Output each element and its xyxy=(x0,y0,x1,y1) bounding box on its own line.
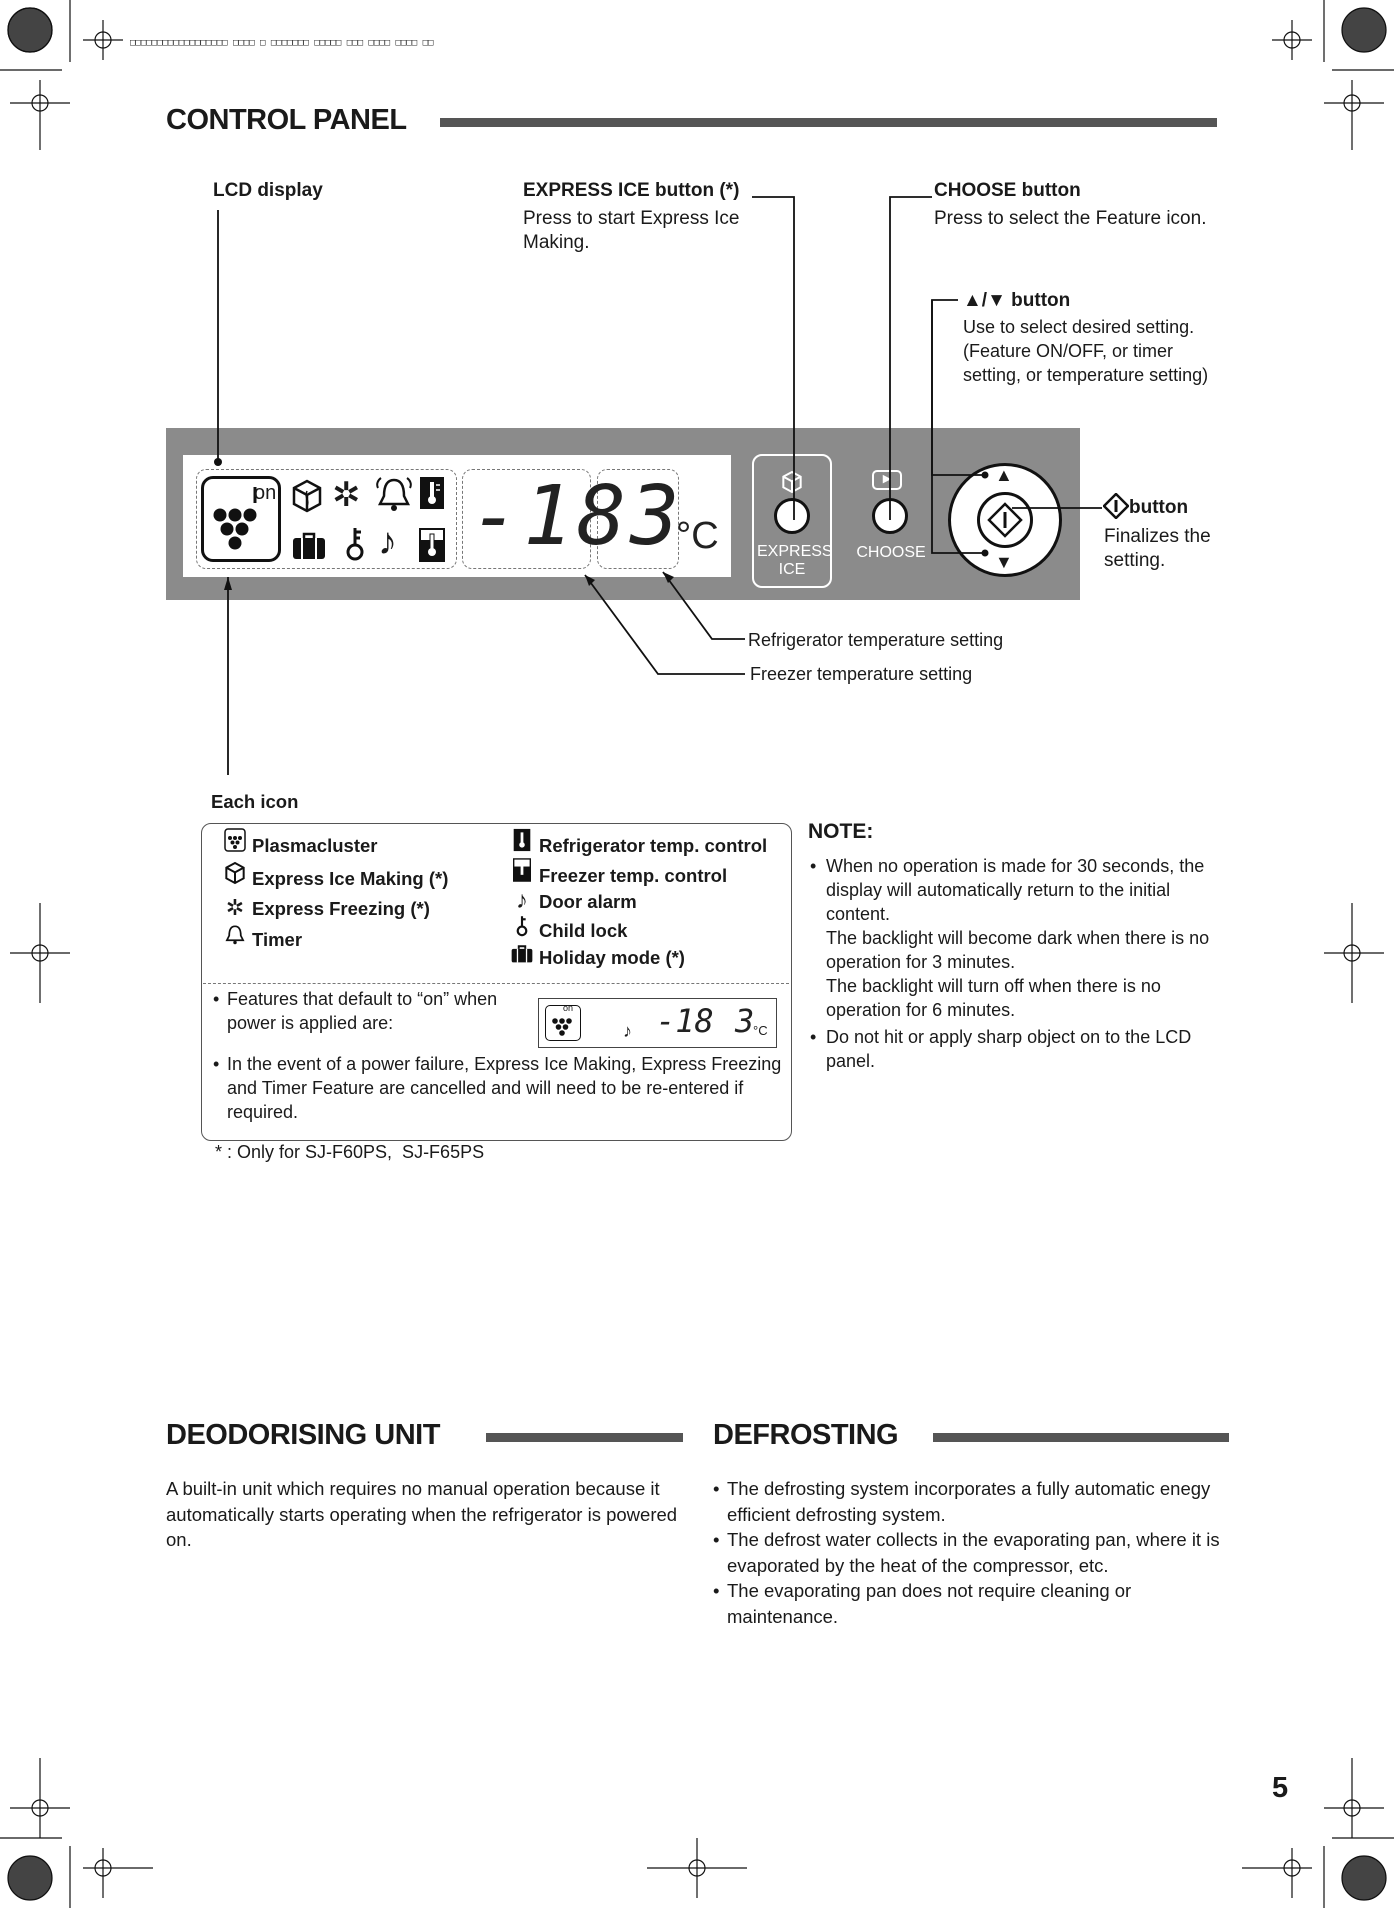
choose-mini-icon: ▶ xyxy=(872,470,902,490)
note-list xyxy=(810,854,1210,1073)
choose-title: CHOOSE button xyxy=(934,180,1081,201)
defrosting-list xyxy=(713,1476,1228,1629)
legend-fridge-temp xyxy=(509,828,767,857)
panel-express-label: EXPRESS ICE xyxy=(757,543,833,578)
panel-choose-label: CHOOSE xyxy=(856,544,926,561)
defrosting-heading: DEFROSTING xyxy=(713,1419,899,1451)
up-button[interactable]: ▲ xyxy=(995,465,1013,485)
updown-title: ▲/▼ button xyxy=(963,290,1071,311)
legend-label: Freezer temp. control xyxy=(539,865,728,886)
suitcase-icon xyxy=(509,944,535,969)
defrosting-rule xyxy=(933,1433,1229,1442)
mini-unit: °C xyxy=(753,1023,768,1038)
legend-divider xyxy=(203,983,789,984)
power-failure-note xyxy=(213,1052,786,1124)
deodorising-rule xyxy=(486,1433,683,1442)
legend-label: Timer xyxy=(252,929,303,950)
defrosting-item: • The defrosting system incorporates a fully automatic enegy efficient defrosting system. xyxy=(713,1476,1228,1527)
note-item-2: The backlight will become dark when there is no operation for 3 minutes. xyxy=(826,928,1210,972)
legend-freezer-temp xyxy=(509,858,727,887)
snowflake-icon: ✲ xyxy=(332,476,361,514)
defrosting-item: • The defrost water collects in the evaporating pan, where it is evaporated by the heat of the compressor, etc. xyxy=(713,1527,1228,1578)
updown-desc: Use to select desired setting. (Feature ON/OFF, or timer setting, or temperature setting) xyxy=(963,317,1209,385)
ice-cube-icon xyxy=(222,861,248,890)
legend-timer xyxy=(222,924,302,951)
legend-label: Express Ice Making (*) xyxy=(252,868,449,889)
legend-notes xyxy=(213,987,533,1035)
control-panel-heading: CONTROL PANEL xyxy=(166,104,407,136)
lcd-display-label: LCD display xyxy=(213,180,323,201)
fridge-temp-icon xyxy=(509,828,535,857)
note-item-4: Do not hit or apply sharp object on to the LCD panel. xyxy=(826,1027,1192,1071)
note-item-3: The backlight will turn off when there is no operation for 6 minutes. xyxy=(826,976,1161,1020)
header-code: □□□□□□□□□□□□□□□□□□ □□□□ □ □□□□□□□ □□□□□ □□□ □□□□ □□□□ □□ xyxy=(130,38,434,48)
legend-door-alarm xyxy=(509,887,637,915)
power-failure-text: • In the event of a power failure, Express Ice Making, Express Freezing and Timer Feature are cancelled and will need to be re-entered if required. xyxy=(213,1052,786,1124)
freezer-temp-label: Freezer temperature setting xyxy=(750,664,973,684)
key-icon xyxy=(509,915,535,942)
mini-door-alarm-icon: ♪ xyxy=(623,1021,632,1041)
music-note-icon: ♪ xyxy=(516,887,528,914)
music-note-icon: ♪ xyxy=(378,521,397,563)
note-title: NOTE: xyxy=(808,820,874,843)
legend-express-freezing xyxy=(222,895,430,921)
fridge-temp-value: 3 xyxy=(630,469,680,564)
enter-desc: Finalizes the setting. xyxy=(1104,526,1211,571)
snowflake-icon: ✲ xyxy=(225,895,245,920)
enter-title-text: button xyxy=(1129,497,1189,518)
temp-unit: °C xyxy=(676,515,719,557)
mini-fridge-value: 3 xyxy=(735,1002,755,1040)
mini-lcd xyxy=(538,998,777,1048)
note-item-1: When no operation is made for 30 seconds, the display will automatically return to the initial content. xyxy=(826,856,1205,924)
mini-on-text: on xyxy=(563,1003,574,1013)
legend-label: Refrigerator temp. control xyxy=(539,835,768,856)
legend-label: Express Freezing (*) xyxy=(252,898,430,919)
legend-label: Plasmacluster xyxy=(252,835,378,856)
legend-plasmacluster xyxy=(222,828,377,857)
plasmacluster-icon xyxy=(222,828,248,857)
bullet: • xyxy=(810,856,817,876)
default-on-text: • Features that default to “on” when power is applied are: xyxy=(213,987,533,1035)
freezer-temp-icon xyxy=(509,858,535,887)
bullet: • xyxy=(810,1027,817,1047)
legend-holiday xyxy=(509,944,685,969)
page-number: 5 xyxy=(1272,1772,1289,1804)
legend-express-ice xyxy=(222,861,448,890)
choose-desc: Press to select the Feature icon. xyxy=(934,208,1207,229)
down-button[interactable]: ▼ xyxy=(995,552,1013,572)
deodorising-text: A built-in unit which requires no manual operation because it automatically starts operating when the refrigerator is powered on. xyxy=(166,1478,678,1550)
fridge-temp-label: Refrigerator temperature setting xyxy=(748,630,1004,650)
note-item xyxy=(810,854,1210,1022)
express-ice-title: EXPRESS ICE button (*) xyxy=(523,180,740,201)
legend-child-lock xyxy=(509,915,627,942)
freezer-temp-value: -18 xyxy=(470,469,631,564)
deodorising-heading: DEODORISING UNIT xyxy=(166,1419,440,1451)
note-item xyxy=(810,1025,1210,1073)
legend-label: Holiday mode (*) xyxy=(539,947,685,968)
legend-label: Door alarm xyxy=(539,891,637,912)
each-icon-title: Each icon xyxy=(211,791,299,812)
mini-freezer-value: -18 xyxy=(656,1002,714,1040)
lcd-on-text: on xyxy=(254,482,277,504)
defrosting-item: • The evaporating pan does not require cleaning or maintenance. xyxy=(713,1578,1228,1629)
bell-icon xyxy=(222,924,248,951)
legend-label: Child lock xyxy=(539,920,628,941)
express-ice-desc: Press to start Express Ice Making. xyxy=(523,208,740,253)
footnote: * : Only for SJ-F60PS, SJ-F65PS xyxy=(215,1142,485,1162)
